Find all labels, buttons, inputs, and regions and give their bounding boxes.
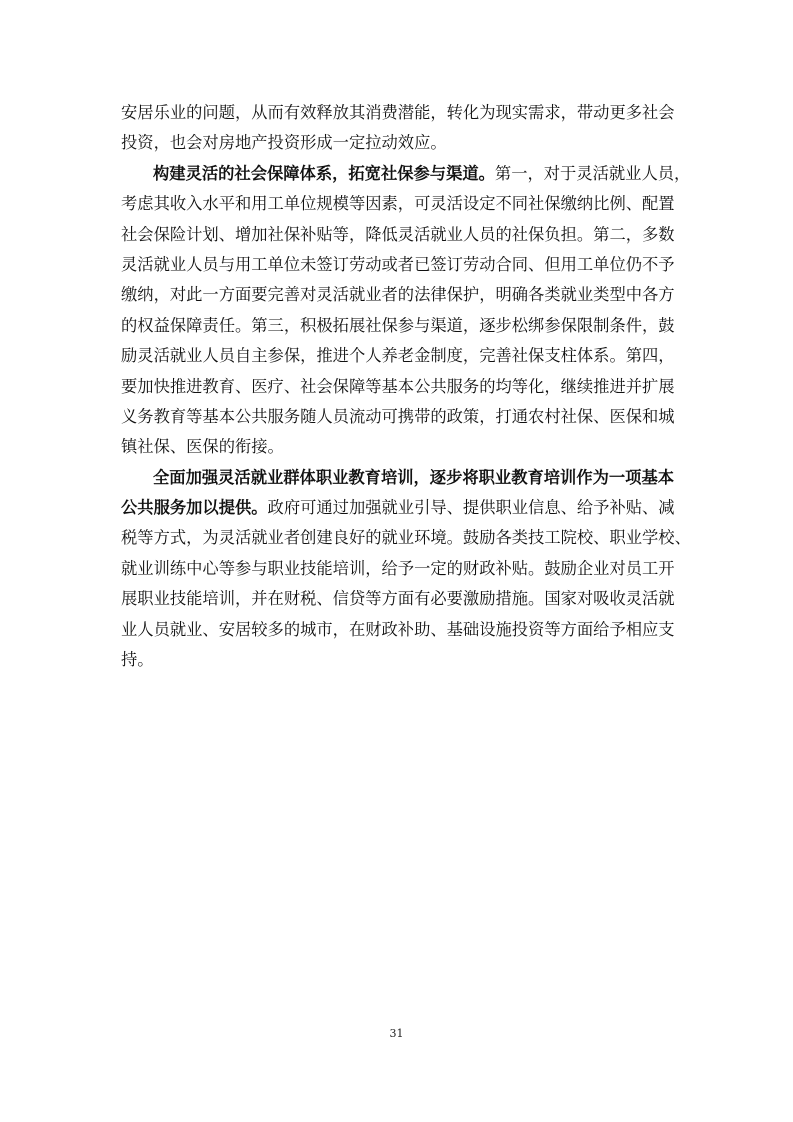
text-line (121, 493, 674, 523)
paragraph-housing-continuation (121, 98, 674, 159)
line-text: 的权益保障责任。第三，积极拓展社保参与渠道，逐步松绑参保限制条件，鼓 (121, 315, 675, 335)
line-text: 投资，也会对房地产投资形成一定拉动效应。 (121, 133, 447, 153)
text-line (121, 341, 674, 371)
text-line (121, 98, 674, 128)
text-line (121, 432, 674, 462)
text-line (121, 463, 674, 493)
line-text: 第一，对于灵活就业人员， (494, 163, 691, 183)
text-line (121, 128, 674, 158)
text-line (121, 402, 674, 432)
line-text: 税等方式，为灵活就业者创建良好的就业环境。鼓励各类技工院校、职业学校、 (121, 528, 691, 548)
line-text: 就业训练中心等参与职业技能培训，给予一定的财政补贴。鼓励企业对员工开 (121, 558, 675, 578)
paragraph-heading: 公共服务加以提供。 (121, 498, 268, 518)
text-line (121, 645, 674, 675)
paragraph-heading: 全面加强灵活就业群体职业教育培训，逐步将职业教育培训作为一项基本 (153, 467, 675, 487)
line-text: 励灵活就业人员自主参保，推进个人养老金制度，完善社保支柱体系。第四， (121, 346, 675, 366)
line-text: 灵活就业人员与用工单位未签订劳动或者已签订劳动合同、但用工单位仍不予 (121, 254, 675, 274)
line-text: 要加快推进教育、医疗、社会保障等基本公共服务的均等化，继续推进并扩展 (121, 376, 675, 396)
text-line (121, 250, 674, 280)
text-line (121, 584, 674, 614)
text-line (121, 159, 691, 189)
text-line (121, 372, 674, 402)
paragraph-social-security (121, 159, 691, 463)
paragraph-heading: 构建灵活的社会保障体系，拓宽社保参与渠道。 (153, 163, 495, 183)
line-text: 义务教育等基本公共服务随人员流动可携带的政策，打通农村社保、医保和城 (121, 406, 675, 426)
line-text: 缴纳，对此一方面要完善对灵活就业者的法律保护，明确各类就业类型中各方 (121, 285, 675, 305)
line-text: 政府可通过加强就业引导、提供职业信息、给予补贴、减 (267, 498, 675, 518)
text-line (121, 189, 674, 219)
paragraph-vocational-training (121, 463, 691, 676)
page-number: 31 (389, 1027, 404, 1040)
line-text: 业人员就业、安居较多的城市，在财政补助、基础设施投资等方面给予相应支 (121, 619, 675, 639)
line-text: 社会保险计划、增加社保补贴等，降低灵活就业人员的社保负担。第二，多数 (121, 224, 675, 244)
line-text: 安居乐业的问题，从而有效释放其消费潜能，转化为现实需求，带动更多社会 (121, 103, 675, 122)
line-text: 展职业技能培训，并在财税、信贷等方面有必要激励措施。国家对吸收灵活就 (121, 589, 675, 609)
document-body (121, 98, 691, 675)
line-text: 持。 (121, 650, 154, 670)
line-text: 镇社保、医保的衔接。 (121, 437, 284, 457)
text-line (121, 311, 674, 341)
text-line (121, 615, 674, 645)
text-line (121, 523, 691, 553)
text-line (121, 220, 674, 250)
text-line (121, 554, 674, 584)
text-line (121, 280, 674, 310)
line-text: 考虑其收入水平和用工单位规模等因素，可灵活设定不同社保缴纳比例、配置 (121, 194, 675, 214)
